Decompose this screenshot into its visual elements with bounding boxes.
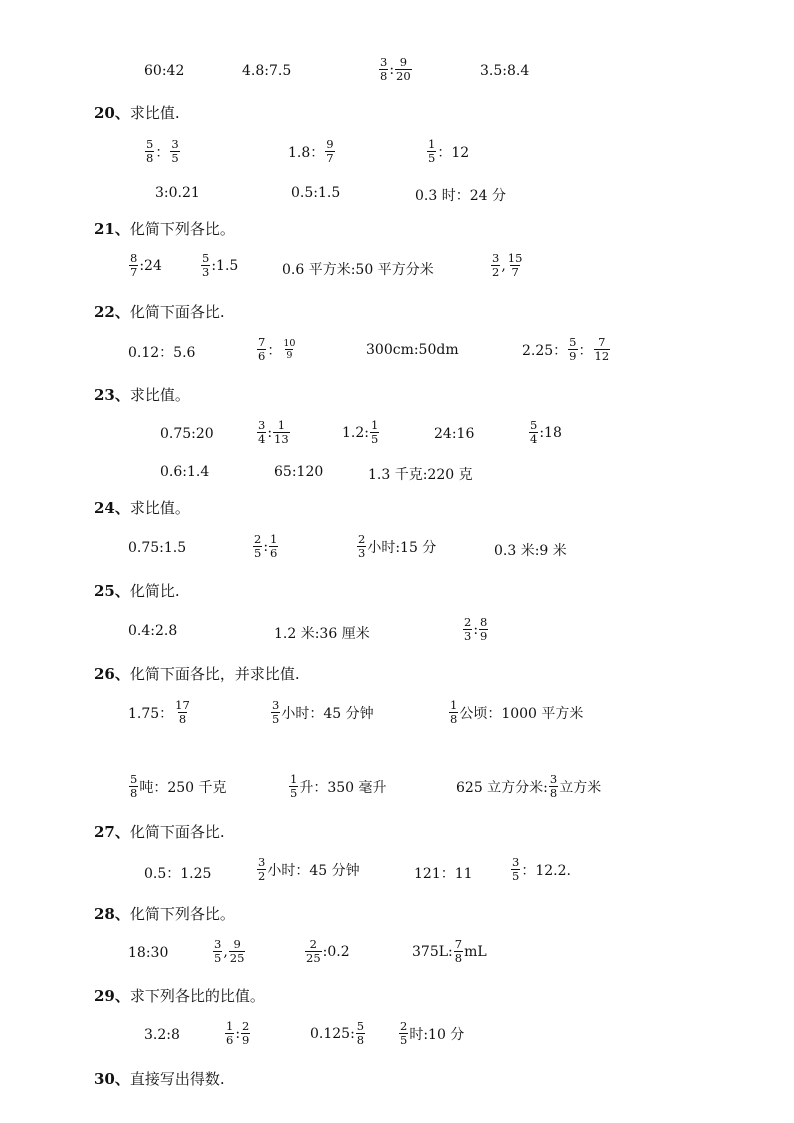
ratio-item: 1.2: $\frac{1}{5}$: [342, 418, 379, 446]
ratio-item: $\frac{3}{5}$ 小时：45 分钟: [272, 698, 374, 726]
fraction: $\frac{3}{8}$: [380, 55, 388, 83]
question-heading: 26、化简下面各比，并求比值.: [94, 665, 300, 683]
ratio-item: 1.3 千克:220 克: [368, 467, 473, 483]
question-heading: 29、求下列各比的比值。: [94, 987, 265, 1005]
ratio-item: $\frac{3}{4}$ : $\frac{1}{13}$: [258, 418, 289, 446]
ratio-item: $\frac{2}{3}$ 小时:15 分: [358, 532, 437, 560]
ratio-item: 1.8： $\frac{9}{7}$: [288, 137, 334, 165]
question-heading: 21、化简下列各比。: [94, 220, 235, 238]
ratio-item: 24:16: [434, 426, 475, 442]
ratio-item: $\frac{3}{8}$ : $\frac{9}{20}$: [380, 55, 411, 83]
ratio-item: $\frac{3}{5}$ ：12.2.: [512, 855, 571, 883]
question-heading: 30、直接写出得数.: [94, 1070, 225, 1088]
ratio-item: $\frac{3}{2}$ 小时：45 分钟: [258, 855, 360, 883]
ratio-item: $\frac{7}{6}$ ： $\frac{10}{9}$: [258, 335, 296, 363]
ratio-item: $\frac{1}{6}$ : $\frac{2}{9}$: [226, 1019, 250, 1047]
ratio-item: $\frac{8}{7}$ :24: [130, 251, 162, 279]
ratio-item: 0.5:1.5: [291, 185, 341, 201]
question-heading: 25、化简比.: [94, 582, 180, 600]
question-heading: 22、化简下面各比.: [94, 303, 225, 321]
question-heading: 24、求比值。: [94, 499, 190, 517]
ratio-item: 300cm:50dm: [366, 342, 459, 358]
ratio-item: 3:0.21: [155, 185, 200, 201]
ratio-item: 0.5：1.25: [144, 866, 212, 882]
ratio-item: 121：11: [414, 866, 473, 882]
ratio-item: $\frac{1}{8}$ 公顷：1000 平方米: [450, 698, 584, 726]
ratio-item: 0.125: $\frac{5}{8}$: [310, 1019, 365, 1047]
ratio-item: 1.75： $\frac{17}{8}$: [128, 698, 190, 726]
ratio-item: 60:42: [144, 63, 185, 79]
ratio-item: $\frac{5}{4}$ :18: [530, 418, 562, 446]
fraction: $\frac{9}{20}$: [396, 55, 411, 83]
question-heading: 28、化简下列各比。: [94, 905, 235, 923]
ratio-item: $\frac{2}{3}$ : $\frac{8}{9}$: [464, 615, 488, 643]
ratio-item: $\frac{2}{5}$ 时:10 分: [400, 1019, 465, 1047]
ratio-item: 375L: $\frac{7}{8}$ mL: [412, 937, 487, 965]
ratio-item: 0.3 时：24 分: [415, 188, 506, 204]
ratio-item: 0.75:20: [160, 426, 214, 442]
ratio-item: 1.2 米:36 厘米: [274, 626, 370, 642]
question-heading: 27、化简下面各比.: [94, 823, 225, 841]
ratio-item: $\frac{2}{25}$ :0.2: [306, 937, 350, 965]
ratio-item: 65:120: [274, 464, 324, 480]
ratio-item: 625 立方分米: $\frac{3}{8}$ 立方米: [456, 772, 602, 800]
ratio-item: $\frac{3}{2}$ , $\frac{15}{7}$: [492, 251, 523, 279]
ratio-item: $\frac{1}{5}$ 升：350 毫升: [290, 772, 387, 800]
question-heading: 20、求比值.: [94, 104, 180, 122]
ratio-item: 3.2:8: [144, 1027, 180, 1043]
question-heading: 23、求比值。: [94, 386, 190, 404]
ratio-item: $\frac{5}{8}$ 吨：250 千克: [130, 772, 227, 800]
ratio-item: 0.75:1.5: [128, 540, 187, 556]
ratio-item: 0.12：5.6: [128, 345, 196, 361]
ratio-item: $\frac{3}{5}$ , $\frac{9}{25}$: [214, 937, 245, 965]
ratio-item: $\frac{1}{5}$ ：12: [428, 137, 470, 165]
ratio-item: 0.3 米:9 米: [494, 543, 567, 559]
ratio-item: 4.8:7.5: [242, 63, 292, 79]
ratio-item: $\frac{2}{5}$ : $\frac{1}{6}$: [254, 532, 278, 560]
ratio-item: $\frac{5}{8}$ ： $\frac{3}{5}$: [146, 137, 179, 165]
ratio-item: 3.5:8.4: [480, 63, 530, 79]
ratio-item: 0.4:2.8: [128, 623, 178, 639]
ratio-item: 0.6:1.4: [160, 464, 210, 480]
ratio-item: $\frac{5}{3}$ :1.5: [202, 251, 239, 279]
ratio-item: 18:30: [128, 945, 169, 961]
ratio-item: 0.6 平方米:50 平方分米: [282, 262, 434, 278]
ratio-item: 2.25： $\frac{5}{9}$ ： $\frac{7}{12}$: [522, 335, 610, 363]
